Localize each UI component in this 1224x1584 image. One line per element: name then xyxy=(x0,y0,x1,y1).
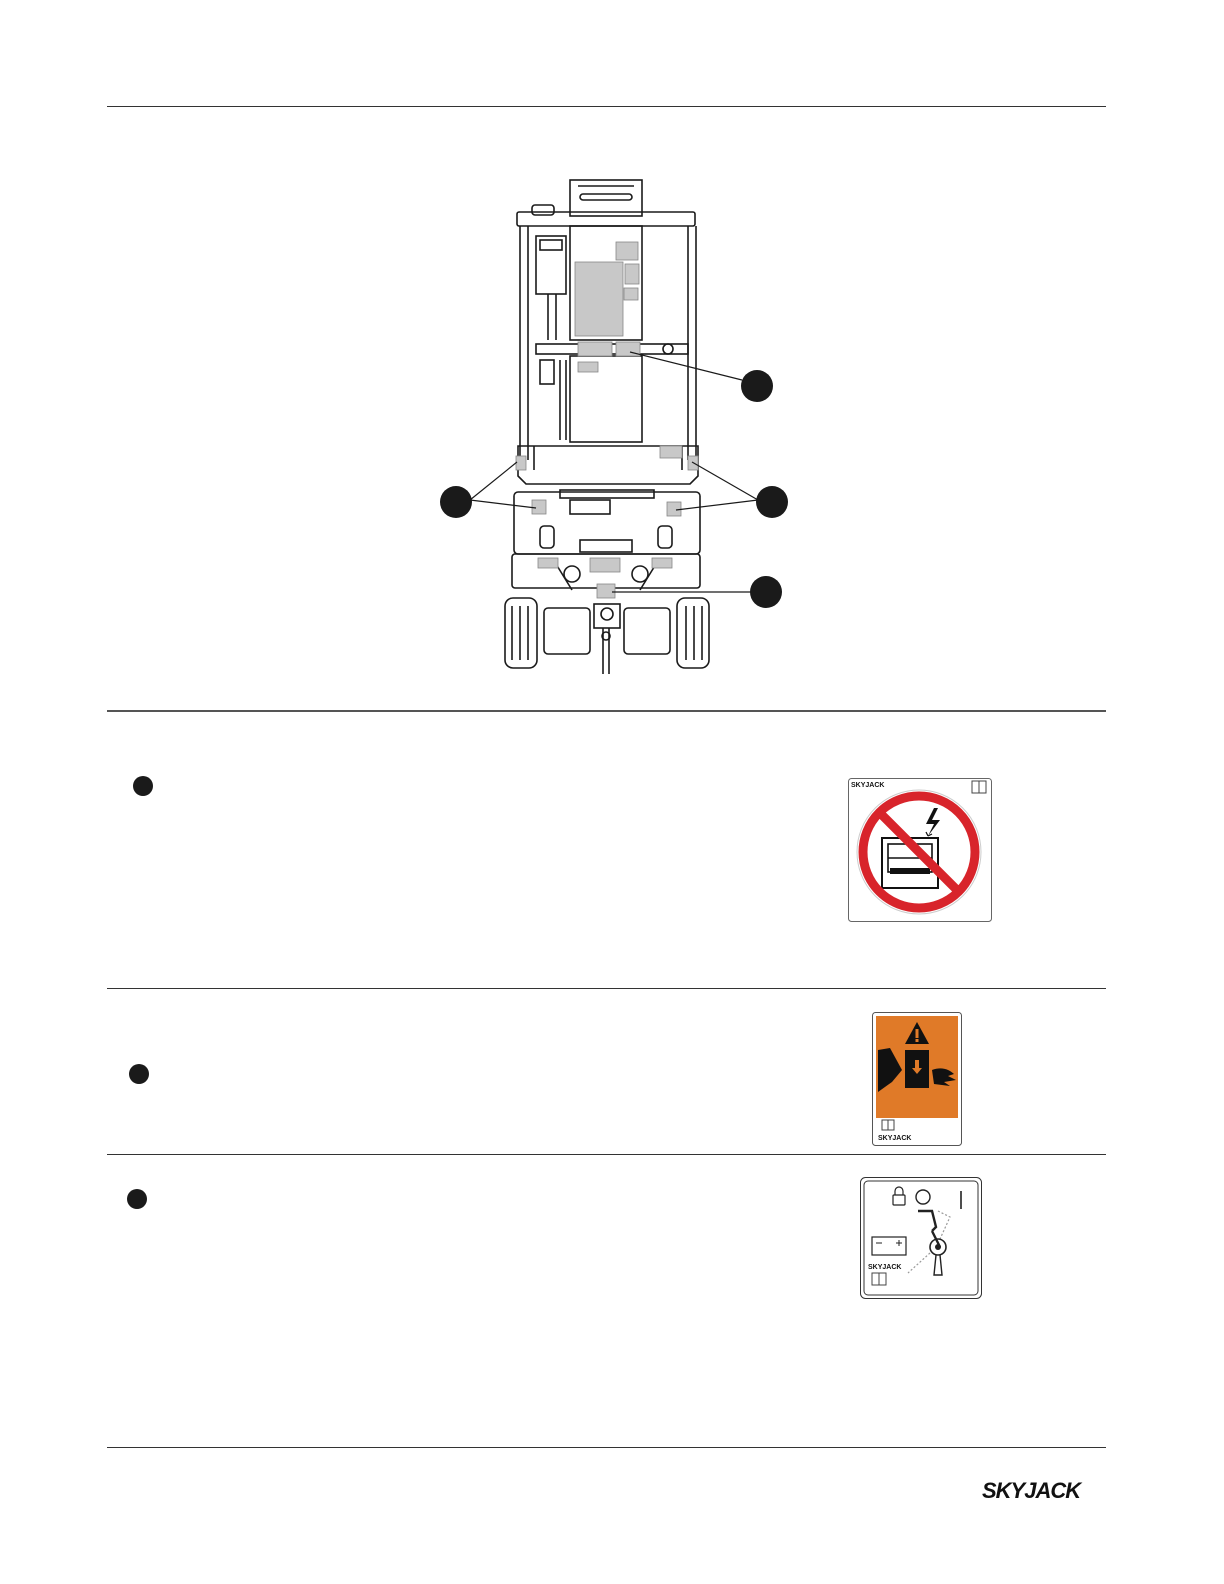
callout-marker xyxy=(741,370,773,402)
no-pressure-washing-electrical-icon xyxy=(848,778,992,922)
callout-marker xyxy=(440,486,472,518)
callout-marker xyxy=(133,776,153,796)
callout-marker xyxy=(127,1189,147,1209)
crush-hazard-hand-icon xyxy=(872,1012,962,1146)
decal-brand-text: SKYJACK xyxy=(878,1135,912,1142)
logo-text: SKYJACK xyxy=(982,1478,1081,1503)
machine-diagram xyxy=(0,0,1224,720)
callout-marker xyxy=(129,1064,149,1084)
decal-brand-text: SKYJACK xyxy=(851,782,885,789)
callout-marker xyxy=(756,486,788,518)
callout-marker xyxy=(750,576,782,608)
battery-disconnect-switch-icon xyxy=(860,1177,982,1299)
decal-brand-text: SKYJACK xyxy=(868,1264,902,1271)
footer-rule xyxy=(107,1447,1106,1448)
skyjack-logo xyxy=(982,1476,1106,1504)
